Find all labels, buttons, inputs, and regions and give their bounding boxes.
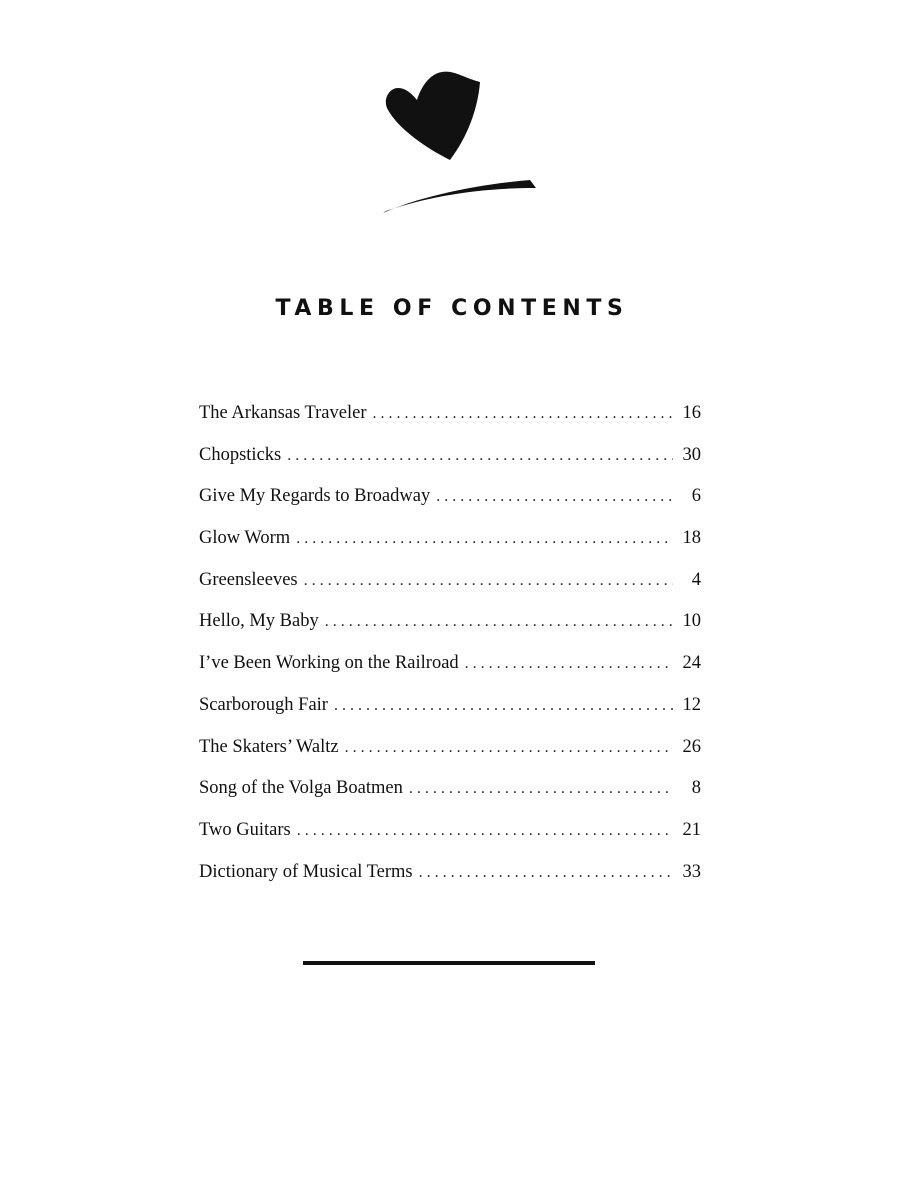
bottom-rule-divider	[303, 961, 595, 965]
dot-leader	[304, 572, 673, 590]
toc-entry-page: 10	[682, 611, 701, 632]
dot-leader	[325, 613, 673, 631]
swoosh-icon	[383, 180, 536, 213]
toc-entry-title: Greensleeves	[199, 569, 298, 590]
dot-leader	[419, 864, 673, 882]
toc-entry-page: 16	[682, 403, 701, 423]
toc-entry[interactable]	[199, 570, 701, 612]
dot-leader	[296, 530, 673, 548]
toc-entry[interactable]	[199, 778, 701, 820]
toc-entry-page: 12	[682, 694, 701, 715]
toc-entry-page: 8	[691, 778, 701, 799]
toc-entry[interactable]	[199, 611, 701, 653]
heart-icon	[386, 72, 480, 160]
heart-logo-icon	[380, 68, 540, 218]
toc-entry-title: Song of the Volga Boatmen	[199, 778, 403, 799]
toc-entry[interactable]	[199, 528, 701, 570]
toc-entry-title: Hello, My Baby	[199, 611, 319, 632]
dot-leader	[409, 780, 673, 798]
page-title: TABLE OF CONTENTS	[275, 296, 629, 321]
toc-entry-page: 6	[691, 486, 701, 507]
toc-entry[interactable]	[199, 820, 701, 862]
toc-entry[interactable]	[199, 445, 701, 487]
toc-entry[interactable]	[199, 486, 701, 528]
toc-entry-page: 26	[682, 736, 701, 757]
dot-leader	[436, 488, 673, 506]
toc-entry-title: Two Guitars	[199, 819, 291, 840]
toc-entry-page: 33	[682, 861, 701, 882]
dot-leader	[334, 697, 673, 715]
dot-leader	[287, 447, 673, 465]
toc-entry-title: The Skaters’ Waltz	[199, 736, 339, 757]
toc-entry[interactable]	[199, 653, 701, 695]
toc-entry-title: Glow Worm	[199, 528, 291, 549]
toc-entry-title: Give My Regards to Broadway	[199, 486, 431, 507]
dot-leader	[297, 822, 673, 840]
toc-entry-title: I’ve Been Working on the Railroad	[199, 653, 459, 674]
toc-entry-page: 24	[682, 653, 701, 674]
toc-entry-title: Dictionary of Musical Terms	[199, 861, 413, 882]
toc-entry[interactable]	[199, 862, 701, 904]
toc-entry[interactable]	[199, 695, 701, 737]
dot-leader	[345, 739, 673, 757]
toc-entry[interactable]	[199, 403, 701, 445]
dot-leader	[465, 655, 673, 673]
toc-entry-page: 30	[682, 444, 701, 465]
toc-entry-page: 18	[682, 528, 701, 549]
toc-entry-title: The Arkansas Traveler	[199, 403, 367, 423]
toc-list	[199, 403, 701, 903]
toc-entry[interactable]	[199, 737, 701, 779]
toc-entry-title: Scarborough Fair	[199, 694, 328, 715]
toc-entry-title: Chopsticks	[199, 444, 282, 465]
toc-entry-page: 4	[691, 569, 701, 590]
dot-leader	[373, 405, 674, 423]
toc-entry-page: 21	[682, 819, 701, 840]
